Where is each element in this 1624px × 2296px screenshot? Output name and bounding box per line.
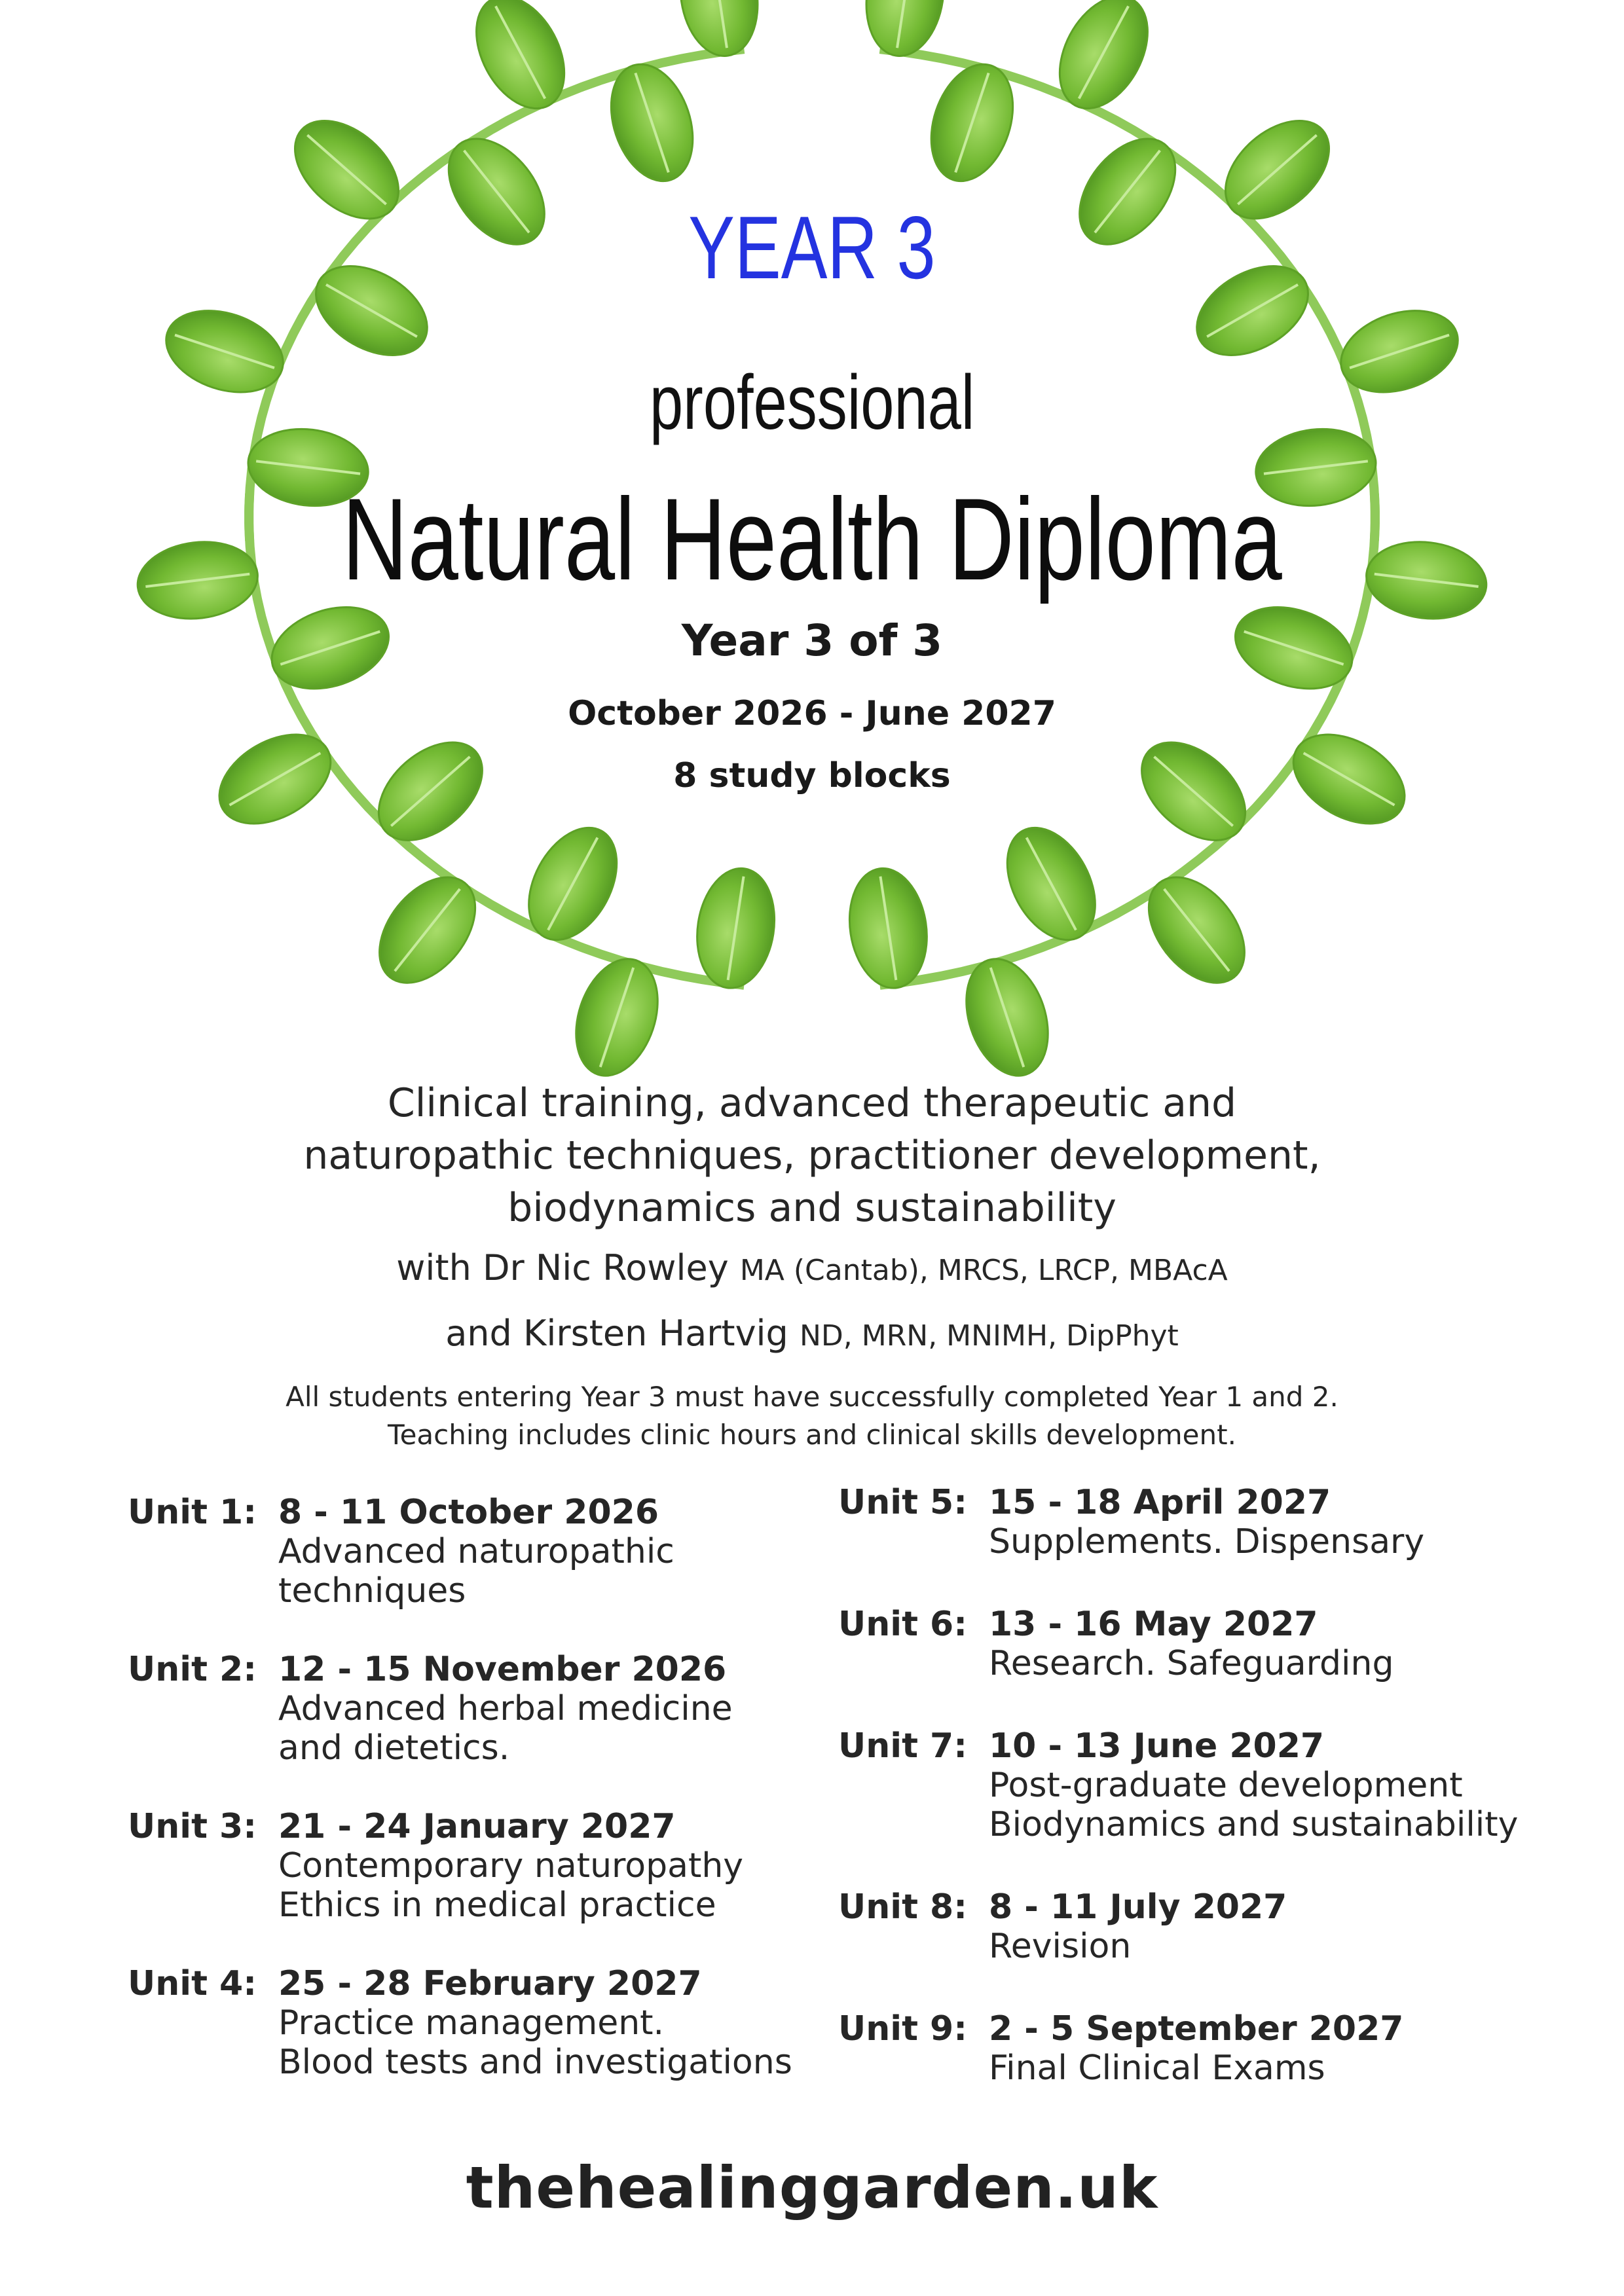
units-right-column bbox=[838, 1483, 1518, 2131]
unit-body bbox=[278, 1493, 792, 1611]
year-of-label: Year 3 of 3 bbox=[681, 615, 943, 666]
tutor-name: with Dr Nic Rowley bbox=[396, 1247, 729, 1288]
unit-date: 25 - 28 February 2027 bbox=[278, 1964, 702, 2003]
unit-body bbox=[989, 1726, 1518, 1844]
unit-label: Unit 9: bbox=[838, 2009, 968, 2049]
unit-entry bbox=[838, 2009, 1518, 2088]
course-description bbox=[0, 1077, 1624, 1234]
unit-entry bbox=[128, 1650, 792, 1768]
website-url: thehealinggarden.uk bbox=[466, 2154, 1158, 2221]
unit-entry bbox=[838, 1483, 1518, 1561]
unit-entry bbox=[838, 1605, 1518, 1683]
unit-label: Unit 2: bbox=[128, 1650, 257, 1689]
leaf bbox=[1042, 0, 1166, 123]
unit-topic: and dietetics. bbox=[278, 1728, 510, 1768]
professional-label: professional bbox=[649, 359, 975, 446]
unit-date: 12 - 15 November 2026 bbox=[278, 1650, 727, 1689]
tutor-2 bbox=[0, 1313, 1624, 1354]
unit-body bbox=[278, 1964, 792, 2082]
unit-date: 21 - 24 January 2027 bbox=[278, 1807, 676, 1846]
unit-date: 15 - 18 April 2027 bbox=[989, 1483, 1331, 1522]
unit-topic: Post-graduate development bbox=[989, 1766, 1463, 1805]
unit-date: 2 - 5 September 2027 bbox=[989, 2009, 1404, 2049]
unit-entry bbox=[128, 1807, 792, 1925]
unit-topic: Revision bbox=[989, 1927, 1132, 1966]
unit-topic: Research. Safeguarding bbox=[989, 1644, 1394, 1683]
unit-date: 10 - 13 June 2027 bbox=[989, 1726, 1325, 1766]
course-dates: October 2026 - June 2027 bbox=[568, 694, 1056, 733]
unit-date: 8 - 11 July 2027 bbox=[989, 1887, 1287, 1927]
diploma-title: Natural Health Diploma bbox=[342, 474, 1282, 604]
unit-topic: techniques bbox=[278, 1571, 466, 1611]
unit-body bbox=[989, 1483, 1518, 1561]
unit-label: Unit 8: bbox=[838, 1887, 968, 1927]
unit-label: Unit 6: bbox=[838, 1605, 968, 1644]
note-line: All students entering Year 3 must have successfully completed Year 1 and 2. bbox=[286, 1381, 1338, 1413]
tutor-name: and Kirsten Hartvig bbox=[445, 1313, 788, 1354]
units-left-column bbox=[128, 1493, 792, 2121]
unit-label: Unit 4: bbox=[128, 1964, 257, 2003]
unit-topic: Contemporary naturopathy bbox=[278, 1846, 744, 1886]
unit-body bbox=[989, 1887, 1518, 1966]
unit-topic: Biodynamics and sustainability bbox=[989, 1805, 1519, 1844]
tutor-credentials: MA (Cantab), MRCS, LRCP, MBAcA bbox=[739, 1254, 1228, 1287]
unit-topic: Ethics in medical practice bbox=[278, 1886, 716, 1925]
unit-label: Unit 5: bbox=[838, 1483, 968, 1522]
unit-entry bbox=[128, 1493, 792, 1611]
unit-entry bbox=[128, 1964, 792, 2082]
unit-date: 13 - 16 May 2027 bbox=[989, 1605, 1318, 1644]
leaf bbox=[673, 0, 766, 62]
description-line: naturopathic techniques, practitioner development, bbox=[303, 1133, 1321, 1178]
unit-body bbox=[989, 1605, 1518, 1683]
unit-entry bbox=[838, 1726, 1518, 1844]
unit-label: Unit 1: bbox=[128, 1493, 257, 1532]
tutor-1 bbox=[0, 1247, 1624, 1288]
unit-body bbox=[278, 1807, 792, 1925]
unit-date: 8 - 11 October 2026 bbox=[278, 1493, 659, 1532]
unit-topic: Blood tests and investigations bbox=[278, 2043, 792, 2082]
description-line: Clinical training, advanced therapeutic and bbox=[387, 1080, 1237, 1126]
study-blocks: 8 study blocks bbox=[673, 756, 951, 795]
year-label: YEAR 3 bbox=[688, 198, 936, 297]
unit-entry bbox=[838, 1887, 1518, 1966]
note-line: Teaching includes clinic hours and clinical skills development. bbox=[388, 1419, 1236, 1451]
entry-notes bbox=[0, 1378, 1624, 1454]
unit-label: Unit 7: bbox=[838, 1726, 968, 1766]
unit-topic: Final Clinical Exams bbox=[989, 2049, 1325, 2088]
unit-topic: Supplements. Dispensary bbox=[989, 1522, 1425, 1561]
leaf bbox=[458, 0, 582, 123]
leaf bbox=[858, 0, 951, 62]
unit-body bbox=[989, 2009, 1518, 2088]
unit-topic: Practice management. bbox=[278, 2003, 665, 2043]
tutor-credentials: ND, MRN, MNIMH, DipPhyt bbox=[799, 1319, 1179, 1353]
description-line: biodynamics and sustainability bbox=[507, 1185, 1116, 1231]
unit-body bbox=[278, 1650, 792, 1768]
unit-topic: Advanced naturopathic bbox=[278, 1532, 674, 1571]
unit-label: Unit 3: bbox=[128, 1807, 257, 1846]
unit-topic: Advanced herbal medicine bbox=[278, 1689, 733, 1728]
